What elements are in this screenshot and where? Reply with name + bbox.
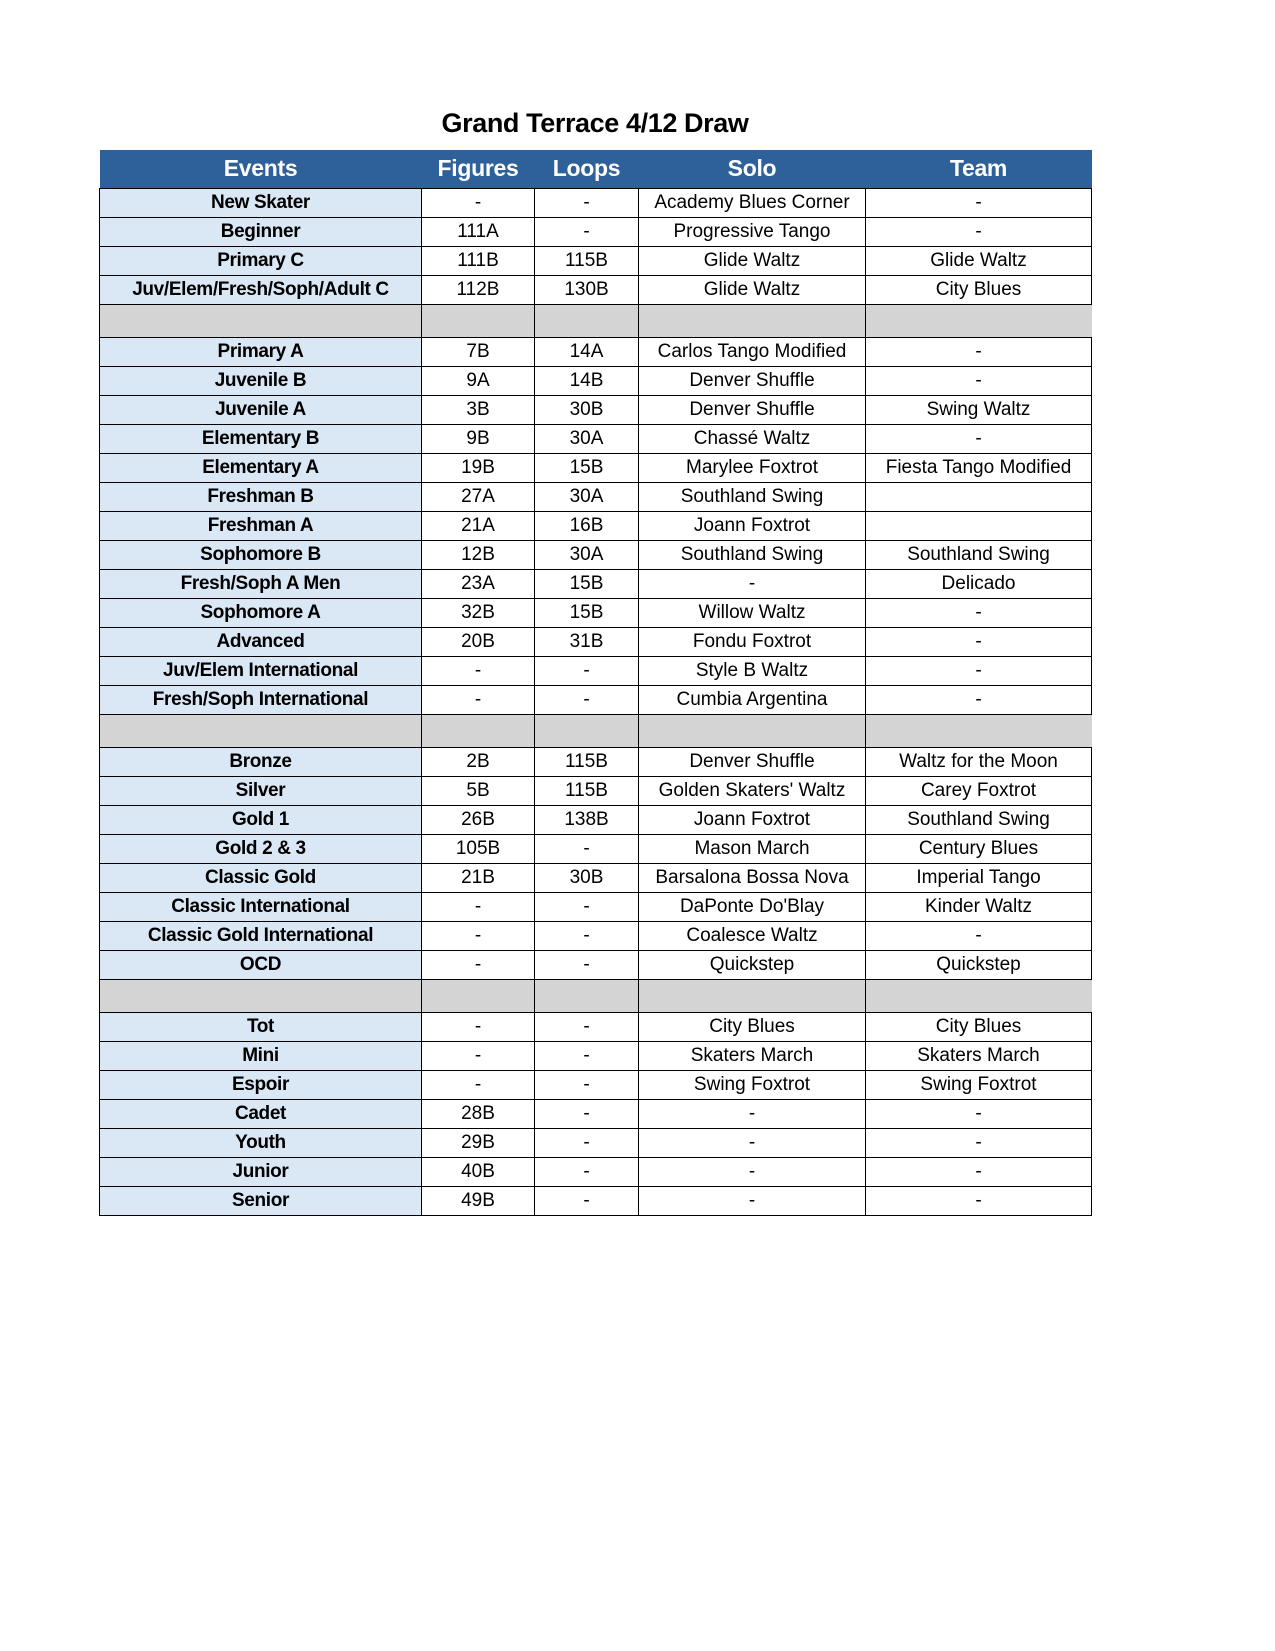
cell-loops: 31B (535, 628, 639, 657)
table-row (100, 1158, 1092, 1187)
cell-figures: 2B (422, 748, 535, 777)
cell-events: Elementary A (100, 454, 422, 483)
cell-loops: - (535, 218, 639, 247)
cell-solo: Carlos Tango Modified (639, 338, 866, 367)
cell-team: Southland Swing (866, 806, 1092, 835)
cell-solo: Chassé Waltz (639, 425, 866, 454)
table-row (100, 835, 1092, 864)
cell-events: Juv/Elem International (100, 657, 422, 686)
table-row (100, 893, 1092, 922)
cell-figures: 32B (422, 599, 535, 628)
cell-events: Classic Gold International (100, 922, 422, 951)
cell-events: Juv/Elem/Fresh/Soph/Adult C (100, 276, 422, 305)
cell-events: Gold 1 (100, 806, 422, 835)
table-row (100, 1129, 1092, 1158)
cell-team: - (866, 628, 1092, 657)
cell-team: - (866, 1187, 1092, 1216)
cell-solo: Southland Swing (639, 483, 866, 512)
table-row (100, 541, 1092, 570)
cell-loops: - (535, 189, 639, 218)
cell-figures: 40B (422, 1158, 535, 1187)
column-header-loops: Loops (535, 150, 639, 189)
cell-team (866, 715, 1092, 748)
cell-loops: - (535, 835, 639, 864)
cell-loops: 15B (535, 454, 639, 483)
cell-figures: 111B (422, 247, 535, 276)
cell-events: Bronze (100, 748, 422, 777)
cell-solo (639, 980, 866, 1013)
cell-events: Elementary B (100, 425, 422, 454)
cell-solo: Willow Waltz (639, 599, 866, 628)
cell-solo: Denver Shuffle (639, 396, 866, 425)
table-row (100, 483, 1092, 512)
cell-solo: - (639, 1187, 866, 1216)
cell-team: Imperial Tango (866, 864, 1092, 893)
cell-team: Kinder Waltz (866, 893, 1092, 922)
cell-figures: 112B (422, 276, 535, 305)
column-header-figures: Figures (422, 150, 535, 189)
cell-team (866, 483, 1092, 512)
column-header-solo: Solo (639, 150, 866, 189)
cell-solo: Marylee Foxtrot (639, 454, 866, 483)
cell-figures: 111A (422, 218, 535, 247)
table-row (100, 570, 1092, 599)
cell-team: Carey Foxtrot (866, 777, 1092, 806)
cell-events: Primary C (100, 247, 422, 276)
cell-solo: - (639, 1158, 866, 1187)
cell-loops: - (535, 1187, 639, 1216)
cell-team: - (866, 657, 1092, 686)
cell-solo: DaPonte Do'Blay (639, 893, 866, 922)
cell-solo: Progressive Tango (639, 218, 866, 247)
cell-loops (535, 715, 639, 748)
cell-figures: 23A (422, 570, 535, 599)
cell-loops: 115B (535, 247, 639, 276)
table-row (100, 628, 1092, 657)
table-row (100, 1042, 1092, 1071)
cell-team: Southland Swing (866, 541, 1092, 570)
cell-events: OCD (100, 951, 422, 980)
cell-solo: Barsalona Bossa Nova (639, 864, 866, 893)
cell-events: Youth (100, 1129, 422, 1158)
cell-loops: 15B (535, 599, 639, 628)
table-spacer-row (100, 305, 1092, 338)
cell-events: Tot (100, 1013, 422, 1042)
cell-events: Beginner (100, 218, 422, 247)
cell-loops: 30A (535, 425, 639, 454)
cell-events: Junior (100, 1158, 422, 1187)
cell-figures (422, 305, 535, 338)
cell-figures: 3B (422, 396, 535, 425)
cell-team: Century Blues (866, 835, 1092, 864)
table-row (100, 748, 1092, 777)
cell-figures: 28B (422, 1100, 535, 1129)
cell-team: - (866, 922, 1092, 951)
cell-figures (422, 715, 535, 748)
cell-events: Juvenile B (100, 367, 422, 396)
cell-solo: - (639, 1100, 866, 1129)
cell-loops: - (535, 1071, 639, 1100)
cell-solo: - (639, 570, 866, 599)
page-title: Grand Terrace 4/12 Draw (441, 108, 749, 138)
table-row (100, 367, 1092, 396)
cell-team: Swing Waltz (866, 396, 1092, 425)
cell-events: Sophomore A (100, 599, 422, 628)
cell-loops: 16B (535, 512, 639, 541)
cell-solo: Glide Waltz (639, 276, 866, 305)
cell-figures: 21B (422, 864, 535, 893)
cell-team: Glide Waltz (866, 247, 1092, 276)
table-row (100, 189, 1092, 218)
cell-loops: 30A (535, 483, 639, 512)
cell-figures: - (422, 893, 535, 922)
table-row (100, 657, 1092, 686)
table-row (100, 777, 1092, 806)
cell-solo: Quickstep (639, 951, 866, 980)
table-row (100, 276, 1092, 305)
table-row (100, 806, 1092, 835)
column-header-events: Events (100, 150, 422, 189)
cell-loops: 30B (535, 396, 639, 425)
cell-figures: - (422, 1013, 535, 1042)
draw-table (99, 150, 1092, 1216)
cell-team (866, 980, 1092, 1013)
cell-solo: Academy Blues Corner (639, 189, 866, 218)
cell-figures: 19B (422, 454, 535, 483)
cell-events: Gold 2 & 3 (100, 835, 422, 864)
cell-loops: 130B (535, 276, 639, 305)
table-row (100, 864, 1092, 893)
cell-events: Espoir (100, 1071, 422, 1100)
cell-loops: - (535, 657, 639, 686)
cell-team: City Blues (866, 1013, 1092, 1042)
cell-team: - (866, 189, 1092, 218)
cell-loops: 14B (535, 367, 639, 396)
table-spacer-row (100, 980, 1092, 1013)
cell-figures: - (422, 1071, 535, 1100)
cell-events: Freshman A (100, 512, 422, 541)
table-row (100, 454, 1092, 483)
cell-events: Cadet (100, 1100, 422, 1129)
cell-figures: 49B (422, 1187, 535, 1216)
cell-loops: - (535, 1129, 639, 1158)
table-row (100, 1013, 1092, 1042)
cell-events: Classic International (100, 893, 422, 922)
table-header (100, 150, 1092, 189)
table-row (100, 1187, 1092, 1216)
cell-loops: - (535, 922, 639, 951)
cell-team: - (866, 218, 1092, 247)
cell-solo: Denver Shuffle (639, 367, 866, 396)
cell-team (866, 512, 1092, 541)
cell-events: Sophomore B (100, 541, 422, 570)
cell-figures: 7B (422, 338, 535, 367)
cell-team: Waltz for the Moon (866, 748, 1092, 777)
cell-solo: Mason March (639, 835, 866, 864)
cell-solo: Fondu Foxtrot (639, 628, 866, 657)
cell-figures: 5B (422, 777, 535, 806)
cell-events: Senior (100, 1187, 422, 1216)
cell-events (100, 305, 422, 338)
cell-figures (422, 980, 535, 1013)
cell-events: Freshman B (100, 483, 422, 512)
cell-solo (639, 715, 866, 748)
cell-team: - (866, 599, 1092, 628)
table-row (100, 396, 1092, 425)
cell-loops: - (535, 1042, 639, 1071)
cell-solo: Skaters March (639, 1042, 866, 1071)
cell-loops: - (535, 1100, 639, 1129)
table-body (100, 189, 1092, 1216)
cell-events (100, 980, 422, 1013)
cell-events (100, 715, 422, 748)
cell-events: Classic Gold (100, 864, 422, 893)
cell-figures: 9B (422, 425, 535, 454)
cell-solo: Cumbia Argentina (639, 686, 866, 715)
cell-figures: 27A (422, 483, 535, 512)
table-row (100, 218, 1092, 247)
cell-loops: 138B (535, 806, 639, 835)
table-spacer-row (100, 715, 1092, 748)
cell-figures: - (422, 922, 535, 951)
cell-figures: 21A (422, 512, 535, 541)
cell-loops: - (535, 1013, 639, 1042)
cell-figures: 9A (422, 367, 535, 396)
cell-team: - (866, 1100, 1092, 1129)
cell-events: Silver (100, 777, 422, 806)
cell-loops (535, 980, 639, 1013)
table-row (100, 247, 1092, 276)
cell-solo: - (639, 1129, 866, 1158)
cell-team: - (866, 1158, 1092, 1187)
cell-solo: Style B Waltz (639, 657, 866, 686)
cell-team: Fiesta Tango Modified (866, 454, 1092, 483)
cell-solo: City Blues (639, 1013, 866, 1042)
cell-loops: - (535, 951, 639, 980)
cell-solo: Swing Foxtrot (639, 1071, 866, 1100)
cell-team: - (866, 1129, 1092, 1158)
cell-team: - (866, 425, 1092, 454)
cell-figures: - (422, 686, 535, 715)
column-header-team: Team (866, 150, 1092, 189)
cell-team: Quickstep (866, 951, 1092, 980)
cell-events: Fresh/Soph International (100, 686, 422, 715)
cell-figures: - (422, 951, 535, 980)
cell-team: - (866, 338, 1092, 367)
cell-figures: 105B (422, 835, 535, 864)
cell-loops: - (535, 1158, 639, 1187)
cell-loops: - (535, 686, 639, 715)
cell-loops: 30B (535, 864, 639, 893)
cell-solo: Joann Foxtrot (639, 806, 866, 835)
table-row (100, 951, 1092, 980)
table-row (100, 1100, 1092, 1129)
table-row (100, 922, 1092, 951)
cell-team (866, 305, 1092, 338)
cell-loops: 15B (535, 570, 639, 599)
cell-loops: 14A (535, 338, 639, 367)
cell-solo: Golden Skaters' Waltz (639, 777, 866, 806)
cell-loops: - (535, 893, 639, 922)
cell-team: City Blues (866, 276, 1092, 305)
cell-events: Mini (100, 1042, 422, 1071)
table-row (100, 425, 1092, 454)
table-row (100, 338, 1092, 367)
cell-figures: 26B (422, 806, 535, 835)
cell-loops: 115B (535, 748, 639, 777)
cell-events: Advanced (100, 628, 422, 657)
cell-team: Skaters March (866, 1042, 1092, 1071)
table-row (100, 599, 1092, 628)
cell-figures: - (422, 189, 535, 218)
cell-solo: Southland Swing (639, 541, 866, 570)
cell-figures: 20B (422, 628, 535, 657)
cell-figures: 12B (422, 541, 535, 570)
cell-team: - (866, 686, 1092, 715)
table-row (100, 1071, 1092, 1100)
cell-solo: Joann Foxtrot (639, 512, 866, 541)
cell-loops: 30A (535, 541, 639, 570)
cell-loops: 115B (535, 777, 639, 806)
cell-figures: - (422, 1042, 535, 1071)
cell-figures: 29B (422, 1129, 535, 1158)
table-row (100, 512, 1092, 541)
table-row (100, 686, 1092, 715)
cell-solo: Denver Shuffle (639, 748, 866, 777)
cell-loops (535, 305, 639, 338)
cell-solo: Coalesce Waltz (639, 922, 866, 951)
cell-events: Fresh/Soph A Men (100, 570, 422, 599)
cell-solo (639, 305, 866, 338)
cell-events: New Skater (100, 189, 422, 218)
header-row (100, 150, 1092, 189)
cell-events: Primary A (100, 338, 422, 367)
cell-solo: Glide Waltz (639, 247, 866, 276)
cell-events: Juvenile A (100, 396, 422, 425)
cell-team: Swing Foxtrot (866, 1071, 1092, 1100)
cell-figures: - (422, 657, 535, 686)
cell-team: - (866, 367, 1092, 396)
cell-team: Delicado (866, 570, 1092, 599)
